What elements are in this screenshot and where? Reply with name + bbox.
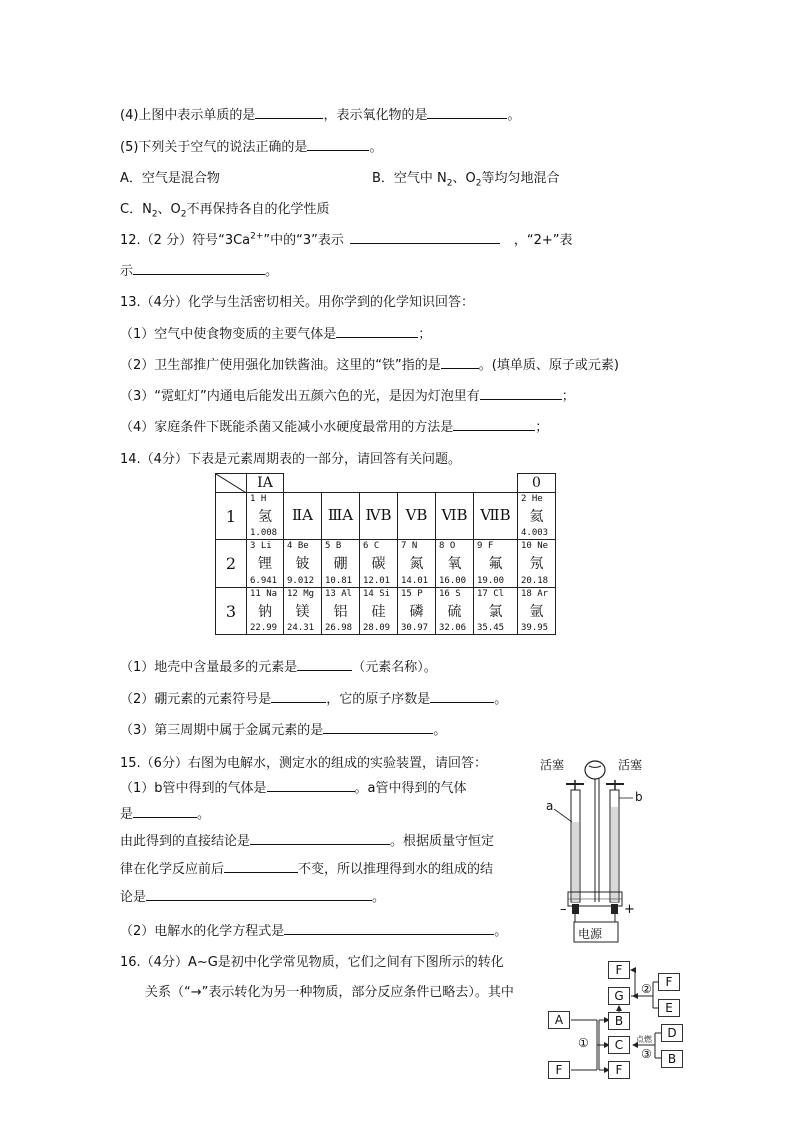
electrolysis-apparatus-figure xyxy=(538,752,658,944)
group-header-IIA: ⅡA xyxy=(283,492,322,540)
q13-heading: 13.（4分）化学与生活密切相关。用你学到的化学知识回答： xyxy=(120,295,474,310)
q15-blank-5[interactable] xyxy=(146,887,372,901)
q14-blank-3[interactable] xyxy=(430,689,494,703)
q4-line: (4)上图中表示单质的是 ，表示氧化物的是 。 xyxy=(120,104,520,123)
node-F-right: F xyxy=(658,973,680,991)
q5-option-a[interactable]: A．空气是混合物 xyxy=(120,171,220,186)
diagonal-line-icon xyxy=(216,474,248,494)
q15-item-1-line2: 是 。 xyxy=(120,803,210,822)
stopcock-label-right: 活塞 xyxy=(618,758,643,772)
element-cell-Ne: 10 Ne 氖 20.18 xyxy=(517,539,556,588)
q13-blank-4[interactable] xyxy=(453,417,535,431)
q13-item-1: （1）空气中使食物变质的主要气体是 ； xyxy=(120,323,431,342)
q5-blank[interactable] xyxy=(307,137,369,151)
tube-label-b: b xyxy=(635,790,643,804)
node-F-top: F xyxy=(608,961,630,979)
element-cell-Be: 4 Be 铍 9.012 xyxy=(283,539,322,588)
node-F-left: F xyxy=(548,1061,570,1079)
q12-line2: 示 。 xyxy=(120,260,278,279)
q13-item-3: （3）“霓虹灯”内通电后能发出五颜六色的光，是因为灯泡里有 ； xyxy=(120,385,575,404)
q13-item-2: （2）卫生部推广使用强化加铁酱油。这里的“铁”指的是 。(填单质、原子或元素) xyxy=(120,354,619,373)
q15-blank-1[interactable] xyxy=(267,778,355,792)
element-cell-F: 9 F 氟 19.00 xyxy=(473,539,518,588)
group-header-IVB: ⅣB xyxy=(359,492,398,540)
q14-blank-4[interactable] xyxy=(323,720,433,734)
q13-item-4: （4）家庭条件下既能杀菌又能减小水硬度最常用的方法是 ； xyxy=(120,416,548,435)
q15-blank-6[interactable] xyxy=(284,921,494,935)
period-label-3: 3 xyxy=(225,602,237,621)
ignite-label: 点燃 xyxy=(636,1035,652,1044)
element-cell-Cl: 17 Cl 氯 35.45 xyxy=(473,587,518,635)
element-cell-Al: 13 Al 铝 26.98 xyxy=(321,587,360,635)
q5-option-b[interactable]: B．空气中 $N_2$、$O_2$等均匀地混合 xyxy=(372,171,560,189)
element-cell-P: 15 P 磷 30.97 xyxy=(397,587,436,635)
q15-blank-2[interactable] xyxy=(133,804,197,818)
group-header-VB: ⅤB xyxy=(397,492,436,540)
element-cell-H: 1 H 氢 1.008 xyxy=(246,492,284,540)
q12-line1: 12.（2 分）符号“$3Ca^{2+}$”中的“3”表示 ，“2+”表 xyxy=(120,231,573,248)
q15-blank-3[interactable] xyxy=(250,831,390,845)
tube-label-a: a xyxy=(546,799,554,813)
conversion-diagram xyxy=(545,958,685,1080)
stopcock-label-left: 活塞 xyxy=(540,758,565,772)
q15-heading: 15.（6分）右图为电解水，测定水的组成的实验装置，请回答： xyxy=(120,756,487,771)
period-label-1: 1 xyxy=(225,507,237,526)
node-B-right: B xyxy=(661,1050,683,1068)
q14-item-1: （1）地壳中含量最多的元素是 （元素名称）。 xyxy=(120,656,437,675)
element-cell-Si: 14 Si 硅 28.09 xyxy=(359,587,398,635)
q15-item-1: （1）b管中得到的气体是 。a管中得到的气体 xyxy=(120,777,467,796)
element-cell-Li: 3 Li 锂 6.941 xyxy=(246,539,284,588)
table-corner xyxy=(215,473,247,493)
element-cell-B: 5 B 硼 10.81 xyxy=(321,539,360,588)
periodic-table xyxy=(215,473,555,635)
plus-label: + xyxy=(624,902,635,917)
element-cell-Na: 11 Na 钠 22.99 xyxy=(246,587,284,635)
group-header-VIB: ⅥB xyxy=(435,492,474,540)
element-cell-Mg: 12 Mg 镁 24.31 xyxy=(283,587,322,635)
q13-blank-2[interactable] xyxy=(441,355,479,369)
q15-item-1-line4: 律在化学反应前后 不变，所以推理得到水的组成的结 xyxy=(120,858,493,877)
reaction-label-3: ③ xyxy=(641,1047,652,1061)
element-cell-O: 8 O 氧 16.00 xyxy=(435,539,474,588)
group-header-0: 0 xyxy=(532,475,541,491)
q13-blank-1[interactable] xyxy=(336,324,418,338)
q5-line: (5)下列关于空气的说法正确的是 。 xyxy=(120,136,382,155)
q14-heading: 14.（4分）下表是元素周期表的一部分，请回答有关问题。 xyxy=(120,452,461,467)
electrolysis-apparatus-drawing xyxy=(538,752,658,944)
group-header-VIIB: ⅦB xyxy=(473,492,518,540)
q14-item-3: （3）第三周期中属于金属元素的是 。 xyxy=(120,719,446,738)
period-label-2: 2 xyxy=(225,554,237,573)
element-cell-C: 6 C 碳 12.01 xyxy=(359,539,398,588)
node-C: C xyxy=(608,1036,630,1054)
q14-blank-2[interactable] xyxy=(271,689,326,703)
q5-option-c[interactable]: C．$N_2$、$O_2$不再保持各自的化学性质 xyxy=(120,202,330,220)
q12-blank-2[interactable] xyxy=(133,261,265,275)
q13-blank-3[interactable] xyxy=(480,386,562,400)
q15-item-2: （2）电解水的化学方程式是 。 xyxy=(120,920,507,939)
node-A: A xyxy=(548,1011,570,1029)
q4-blank-oxide[interactable] xyxy=(427,105,507,119)
element-cell-S: 16 S 硫 32.06 xyxy=(435,587,474,635)
q12-blank-1[interactable] xyxy=(350,230,500,244)
node-F-bottom: F xyxy=(608,1061,630,1079)
q16-line1: 16.（4分）A~G是初中化学常见物质，它们之间有下图所示的转化 xyxy=(120,955,504,970)
element-cell-Ar: 18 Ar 氩 39.95 xyxy=(517,587,556,635)
reaction-label-2: ② xyxy=(641,982,652,996)
q14-item-2: （2）硼元素的元素符号是 ，它的原子序数是 。 xyxy=(120,688,507,707)
power-source-label: 电源 xyxy=(578,927,603,941)
q15-item-1-line5: 论是 。 xyxy=(120,886,385,905)
node-D: D xyxy=(661,1024,683,1042)
node-G: G xyxy=(608,987,630,1005)
element-cell-N: 7 N 氮 14.01 xyxy=(397,539,436,588)
group-header-IA: ⅠA xyxy=(257,475,273,491)
group-header-IIIA: ⅢA xyxy=(321,492,360,540)
q15-blank-4[interactable] xyxy=(224,859,298,873)
node-E: E xyxy=(658,999,680,1017)
q15-item-1-line3: 由此得到的直接结论是 。根据质量守恒定 xyxy=(120,830,494,849)
reaction-label-1: ① xyxy=(578,1036,589,1050)
q16-line2: 关系（“→”表示转化为另一种物质，部分反应条件已略去）。其中 xyxy=(145,985,514,1000)
q14-blank-1[interactable] xyxy=(297,657,352,671)
minus-label: – xyxy=(560,902,567,917)
node-B: B xyxy=(608,1012,630,1030)
element-cell-He: 2 He 氦 4.003 xyxy=(517,492,556,540)
q4-blank-element[interactable] xyxy=(255,105,323,119)
